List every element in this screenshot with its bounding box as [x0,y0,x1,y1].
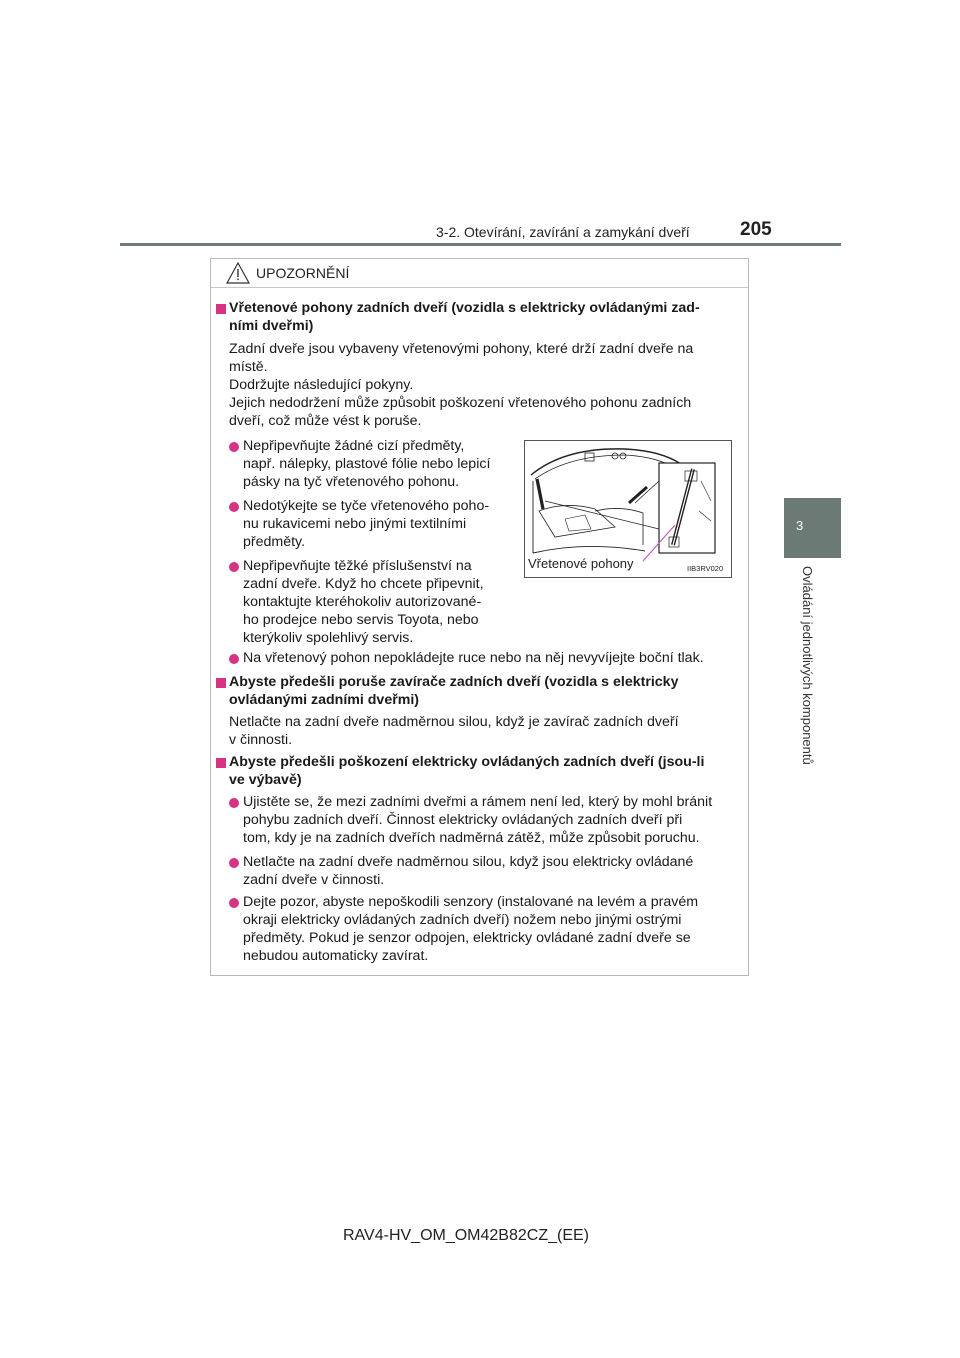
figure-caption: Vřetenové pohony [528,556,634,571]
section3-bullet3: Dejte pozor, abyste nepoškodili senzory (instalované na levém a pravém okraji elektricky ovládaných zadních dveří) nožem nebo jinými ostrými předměty. Pokud je senzor odpojen, elektricky ovládané zadní dveře se nebudou automaticky zavírat. [243,894,699,964]
model-code: RAV4-HV_OM_OM42B82CZ_(EE) [343,1227,589,1244]
caution-header [226,258,349,288]
section1-bullet1: Nepřipevňujte žádné cizí předměty, např. nálepky, plastové fólie nebo lepicí pásky na tyč vřetenového pohonu. [243,438,491,490]
section1-heading: Vřetenové pohony zadních dveří (vozidla s elektricky ovládanými zad- ními dveřmi) [229,300,700,334]
section-marker-icon [216,304,226,314]
warning-triangle-icon [226,262,250,284]
caution-title: UPOZORNĚNÍ [256,265,350,281]
bullet-icon [229,798,239,808]
figure-code: IIB3RV020 [687,564,724,573]
section1-body: Zadní dveře jsou vybaveny vřetenovými pohony, které drží zadní dveře na místě. Dodržujte následující pokyny. Jejich nedodržení může způsobit poškození vřetenového pohonu zadních dveří, což může vést k poruše. [229,341,694,429]
section3-bullet1: Ujistěte se, že mezi zadními dveřmi a rámem není led, který by mohl bránit pohybu zadních dveří. Činnost elektricky ovládaných zadních dveří při tom, kdy je na zadních dveřích nadměrná zátěž, může způsobit poruchu. [243,794,713,846]
section-marker-icon [216,758,226,768]
bullet-icon [229,654,239,664]
section-title: 3-2. Otevírání, zavírání a zamykání dveří [436,224,690,240]
header-divider [120,243,841,246]
section3-heading: Abyste předešli poškození elektricky ovládaných zadních dveří (jsou-li ve výbavě) [229,754,705,788]
section2-heading: Abyste předešli poruše zavírače zadních dveří (vozidla s elektricky ovládanými zadními dveřmi) [229,674,679,708]
bullet-icon [229,562,239,572]
section2-body: Netlačte na zadní dveře nadměrnou silou, když je zavírač zadních dveří v činnosti. [229,714,679,748]
section1-bullet4: Na vřetenový pohon nepokládejte ruce nebo na něj nevyvíjejte boční tlak. [243,650,704,666]
chapter-tab [784,498,841,558]
section1-bullet3: Nepřipevňujte těžké příslušenství na zadní dveře. Když ho chcete připevnit, kontaktujte kteréhokoliv autorizované- ho prodejce nebo servis Toyota, nebo kterýkoliv spolehlivý servis. [243,558,484,646]
bullet-icon [229,502,239,512]
section-marker-icon [216,678,226,688]
section1-bullet2: Nedotýkejte se tyče vřetenového poho- nu rukavicemi nebo jinými textilními předměty. [243,498,490,550]
bullet-icon [229,898,239,908]
section3-bullet2: Netlačte na zadní dveře nadměrnou silou, když jsou elektricky ovládané zadní dveře v činnosti. [243,854,694,888]
caution-divider [211,287,748,288]
bullet-icon [229,442,239,452]
chapter-number: 3 [796,518,804,533]
chapter-label: Ovládání jednotlivých komponentů [800,566,815,765]
bullet-icon [229,858,239,868]
page-number: 205 [740,219,772,240]
